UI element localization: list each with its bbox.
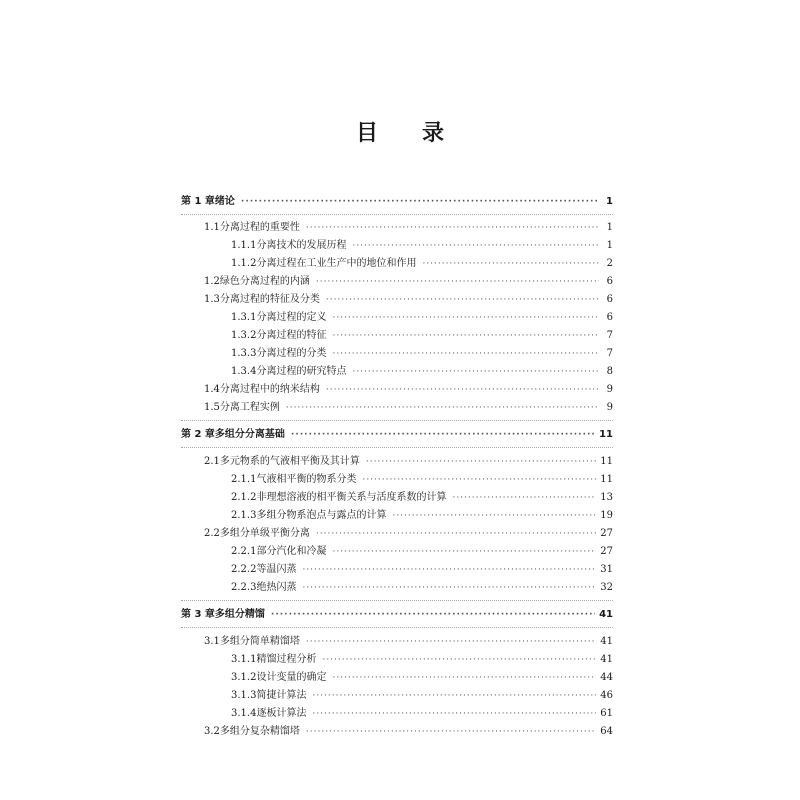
toc-number: 1.2: [204, 276, 220, 287]
divider: [181, 420, 613, 421]
toc-number: 3.1.4: [231, 708, 257, 719]
dot-leader: [316, 527, 596, 541]
toc-title: 分离过程的分类: [256, 348, 327, 359]
toc-title: 简捷计算法: [256, 690, 307, 701]
toc-entry-section[interactable]: [204, 401, 613, 415]
toc-number: 1.5: [204, 402, 220, 413]
toc-entry-subsection[interactable]: [231, 239, 613, 253]
toc-page: 32: [600, 582, 613, 593]
toc-title: 分离工程实例: [219, 402, 280, 413]
toc-entry-subsection[interactable]: [231, 689, 613, 703]
toc-number: 第 2 章: [181, 429, 215, 440]
toc-number: 3.1.1: [231, 654, 257, 665]
toc-page: 64: [600, 726, 613, 737]
dot-leader: [302, 563, 596, 577]
toc-title: 气液相平衡的物系分类: [256, 474, 357, 485]
toc-title: 多组分简单精馏塔: [219, 636, 300, 647]
toc-entry-section[interactable]: [204, 455, 613, 469]
toc-number: 2.2.3: [231, 582, 257, 593]
dot-leader: [352, 239, 599, 253]
dot-leader: [332, 329, 599, 343]
toc-page: 9: [606, 384, 613, 395]
toc-number: 2.1.1: [231, 474, 257, 485]
toc-number: 3.1: [204, 636, 220, 647]
divider: [181, 447, 613, 448]
toc-entry-chapter-2[interactable]: [181, 428, 613, 442]
divider: [181, 627, 613, 628]
toc-entry-subsection[interactable]: [231, 581, 613, 595]
dot-leader: [306, 635, 596, 649]
toc-page: 27: [600, 528, 613, 539]
toc-entry-chapter-3[interactable]: [181, 608, 613, 622]
toc-number: 3.1.2: [231, 672, 257, 683]
dot-leader: [286, 401, 599, 415]
toc-entry-section[interactable]: [204, 635, 613, 649]
toc-page: 6: [606, 276, 613, 287]
toc-number: 2.1.3: [231, 510, 257, 521]
toc-page: 2: [606, 258, 613, 269]
toc-title: 多组分复杂精馏塔: [219, 726, 300, 737]
dot-leader: [316, 275, 599, 289]
toc-title: 分离过程的特征及分类: [219, 294, 320, 305]
toc-page: 7: [606, 330, 613, 341]
toc-entry-section[interactable]: [204, 725, 613, 739]
dot-leader: [241, 195, 599, 209]
toc-title: 分离过程在工业生产中的地位和作用: [256, 258, 417, 269]
dot-leader: [332, 311, 599, 325]
toc-entry-section[interactable]: [204, 527, 613, 541]
toc-page: 1: [606, 222, 613, 233]
title-char-1: 目: [355, 121, 378, 146]
toc-title: 多组分单级平衡分离: [219, 528, 310, 539]
dot-leader: [352, 365, 599, 379]
toc-number: 1.3.3: [231, 348, 257, 359]
toc-entry-subsection[interactable]: [231, 365, 613, 379]
toc-title: 逐板计算法: [256, 708, 307, 719]
toc-entry-subsection[interactable]: [231, 653, 613, 667]
toc-title: 设计变量的确定: [256, 672, 327, 683]
toc-entry-subsection[interactable]: [231, 545, 613, 559]
toc-number: 1.3.4: [231, 366, 257, 377]
toc-page: 11: [600, 474, 613, 485]
toc-page: 13: [600, 492, 613, 503]
dot-leader: [362, 473, 596, 487]
toc-page: 1: [606, 196, 613, 207]
toc-title: 部分汽化和冷凝: [256, 546, 327, 557]
dot-leader: [392, 509, 596, 523]
toc-page: 1: [606, 240, 613, 251]
toc-number: 3.2: [204, 726, 220, 737]
divider: [181, 600, 613, 601]
toc-entry-subsection[interactable]: [231, 563, 613, 577]
toc-entry-subsection[interactable]: [231, 257, 613, 271]
toc-title: 分离技术的发展历程: [256, 240, 347, 251]
toc-number: 1.1.1: [231, 240, 257, 251]
toc-page: 11: [599, 429, 613, 440]
toc-entry-section[interactable]: [204, 293, 613, 307]
toc-title: 分离过程的研究特点: [256, 366, 347, 377]
toc-page: 7: [606, 348, 613, 359]
toc-page: 8: [606, 366, 613, 377]
toc-entry-chapter-1[interactable]: [181, 195, 613, 209]
toc-title: 分离过程中的纳米结构: [219, 384, 320, 395]
toc-page: 41: [600, 654, 613, 665]
toc-entry-subsection[interactable]: [231, 311, 613, 325]
toc-entry-subsection[interactable]: [231, 347, 613, 361]
toc-title: 多组分分离基础: [214, 429, 285, 440]
dot-leader: [332, 671, 596, 685]
dot-leader: [332, 545, 596, 559]
toc-page: 61: [600, 708, 613, 719]
dot-leader: [366, 455, 596, 469]
toc-entry-subsection[interactable]: [231, 509, 613, 523]
toc-title: 多组分精馏: [214, 609, 265, 620]
toc-entry-subsection[interactable]: [231, 491, 613, 505]
dot-leader: [422, 257, 599, 271]
toc-page: 19: [600, 510, 613, 521]
toc-title: 等温闪蒸: [256, 564, 297, 575]
toc-number: 2.1.2: [231, 492, 257, 503]
toc-number: 1.1: [204, 222, 220, 233]
toc-title: 多组分物系泡点与露点的计算: [256, 510, 387, 521]
toc-number: 3.1.3: [231, 690, 257, 701]
toc-page: 44: [600, 672, 613, 683]
dot-leader: [326, 383, 599, 397]
toc-entry-subsection[interactable]: [231, 473, 613, 487]
toc-entry-section[interactable]: [204, 275, 613, 289]
toc-title: 非理想溶液的相平衡关系与活度系数的计算: [256, 492, 447, 503]
dot-leader: [291, 428, 595, 442]
toc-entry-subsection[interactable]: [231, 671, 613, 685]
dot-leader: [271, 608, 595, 622]
dot-leader: [306, 725, 596, 739]
divider: [181, 214, 613, 215]
toc-number: 第 3 章: [181, 609, 215, 620]
dot-leader: [312, 689, 596, 703]
toc-title: 精馏过程分析: [256, 654, 317, 665]
toc-title: 分离过程的重要性: [219, 222, 300, 233]
toc-page: 46: [600, 690, 613, 701]
toc-page: 9: [606, 402, 613, 413]
toc-number: 2.2.1: [231, 546, 257, 557]
dot-leader: [302, 581, 596, 595]
toc-title: 绪论: [214, 196, 235, 207]
dot-leader: [322, 653, 596, 667]
toc-entry-section[interactable]: [204, 221, 613, 235]
toc-title: 绝热闪蒸: [256, 582, 297, 593]
toc-number: 1.4: [204, 384, 220, 395]
dot-leader: [452, 491, 596, 505]
toc-number: 2.2: [204, 528, 220, 539]
toc-page: 11: [600, 456, 613, 467]
dot-leader: [326, 293, 599, 307]
toc-number: 1.1.2: [231, 258, 257, 269]
toc-page: 6: [606, 312, 613, 323]
dot-leader: [306, 221, 599, 235]
toc-entry-subsection[interactable]: [231, 329, 613, 343]
toc-title: 分离过程的特征: [256, 330, 327, 341]
toc-number: 1.3.2: [231, 330, 257, 341]
toc-title: 多元物系的气液相平衡及其计算: [219, 456, 360, 467]
toc-number: 1.3.1: [231, 312, 257, 323]
dot-leader: [332, 347, 599, 361]
title-char-2: 录: [422, 121, 445, 146]
toc-page: 27: [600, 546, 613, 557]
toc-page: 41: [600, 636, 613, 647]
toc-entry-subsection[interactable]: [231, 707, 613, 721]
toc-entry-section[interactable]: [204, 383, 613, 397]
dot-leader: [312, 707, 596, 721]
toc-number: 1.3: [204, 294, 220, 305]
toc-number: 第 1 章: [181, 196, 215, 207]
toc-number: 2.1: [204, 456, 220, 467]
toc-title: 绿色分离过程的内涵: [219, 276, 310, 287]
toc-page: 6: [606, 294, 613, 305]
toc-number: 2.2.2: [231, 564, 257, 575]
toc-title: 分离过程的定义: [256, 312, 327, 323]
toc-page: 41: [599, 609, 613, 620]
toc-page: 31: [600, 564, 613, 575]
